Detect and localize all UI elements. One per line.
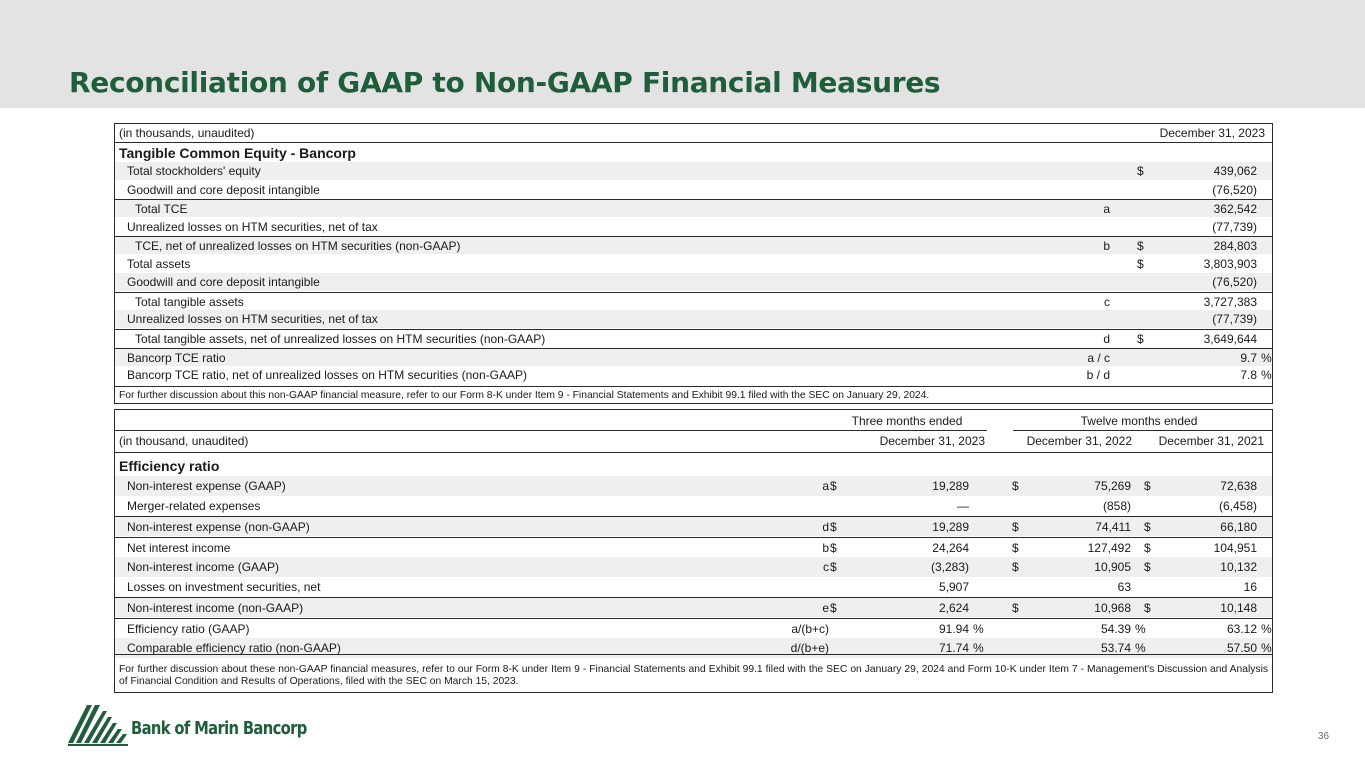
eff-row-value-2022: 54.39: [1100, 622, 1131, 636]
tce-row-value: (76,520): [1212, 183, 1257, 197]
eff-row-pct-2023: %: [973, 622, 984, 636]
eff-row-ref: d/(b+e): [790, 641, 829, 655]
tce-row-percent: %: [1261, 368, 1272, 382]
tce-row: [115, 273, 1272, 291]
tce-row-label: Bancorp TCE ratio, net of unrealized losses on HTM securities (non-GAAP): [127, 368, 527, 382]
eff-row-ref: e: [822, 601, 829, 615]
tce-row-value: (77,739): [1212, 312, 1257, 326]
eff-row-value-2023: 19,289: [932, 479, 969, 493]
eff-section-row: [115, 452, 1272, 476]
tce-row-label: Bancorp TCE ratio: [127, 351, 226, 365]
eff-row-ref: d: [822, 520, 829, 534]
efficiency-table: [114, 409, 1273, 693]
eff-row-value-2021: 72,638: [1220, 479, 1257, 493]
eff-row-label: Comparable efficiency ratio (non-GAAP): [127, 641, 341, 655]
eff-row-pct-2022: %: [1135, 622, 1146, 636]
tce-footnote: For further discussion about this non-GAAP financial measure, refer to our Form 8-K under Item 9 - Financial Statements and Exhibit 99.1 filed with the SEC on January 29, 2024.: [115, 386, 1272, 402]
eff-row-dollar-2023: $: [830, 601, 837, 615]
tce-row-label: TCE, net of unrealized losses on HTM securities (non-GAAP): [135, 239, 461, 253]
eff-row-pct-2022: %: [1135, 641, 1146, 655]
eff-row-value-2021: 57.50: [1226, 641, 1257, 655]
eff-row-value-2022: 127,492: [1087, 541, 1131, 555]
eff-row-dollar-2021: $: [1144, 520, 1151, 534]
tce-section-title: Tangible Common Equity - Bancorp: [119, 145, 356, 161]
tce-row-percent: %: [1261, 351, 1272, 365]
tce-row-value: (76,520): [1212, 275, 1257, 289]
tce-row: [115, 366, 1272, 384]
tce-row-ref: b: [1103, 239, 1110, 253]
tce-row-value: 3,803,903: [1203, 257, 1257, 271]
tce-row-value: 362,542: [1213, 202, 1257, 216]
tce-row: [115, 199, 1272, 217]
eff-row-label: Non-interest income (non-GAAP): [127, 601, 304, 615]
tce-row-label: Goodwill and core deposit intangible: [127, 183, 320, 197]
eff-row-value-2023: 71.74: [938, 641, 969, 655]
eff-row-dollar-2022: $: [1012, 541, 1019, 555]
tce-row-label: Unrealized losses on HTM securities, net of tax: [127, 312, 378, 326]
eff-row: [115, 496, 1272, 516]
eff-row-dollar-2023: $: [830, 560, 837, 574]
eff-row-value-2021: 10,132: [1220, 560, 1257, 574]
eff-row-label: Losses on investment securities, net: [127, 580, 321, 594]
eff-row: [115, 577, 1272, 597]
eff-row-value-2022: 10,968: [1094, 601, 1131, 615]
tce-row: [115, 329, 1272, 347]
tce-row-dollar: $: [1137, 257, 1144, 271]
tce-table: [114, 123, 1273, 404]
tce-unit-note: (in thousands, unaudited): [119, 126, 255, 140]
eff-row-value-2023: 24,264: [932, 541, 969, 555]
eff-group-three-months: Three months ended: [851, 414, 963, 428]
eff-row-ref: c: [823, 560, 829, 574]
tce-row-label: Goodwill and core deposit intangible: [127, 275, 320, 289]
tce-row: [115, 162, 1272, 180]
eff-row-label: Non-interest expense (GAAP): [127, 479, 286, 493]
tce-row-ref: b / d: [1086, 368, 1110, 382]
tce-row-value: 7.8: [1240, 368, 1257, 382]
tce-row: [115, 348, 1272, 366]
eff-row-value-2023: 5,907: [938, 580, 969, 594]
tce-row-value: 3,727,383: [1203, 295, 1257, 309]
eff-row-value-2021: 10,148: [1220, 601, 1257, 615]
tce-section-row: [115, 142, 1272, 162]
eff-row: [115, 537, 1272, 557]
eff-row-value-2021: (6,458): [1218, 499, 1257, 513]
tce-row: [115, 292, 1272, 310]
eff-row-dollar-2022: $: [1012, 601, 1019, 615]
eff-row-dollar-2023: $: [830, 479, 837, 493]
eff-col-header-2023: December 31, 2023: [879, 434, 985, 448]
eff-row-value-2023: 91.94: [938, 622, 969, 636]
eff-row-dollar-2021: $: [1144, 560, 1151, 574]
eff-row-value-2022: 74,411: [1095, 520, 1131, 534]
eff-row-value-2021: 16: [1243, 580, 1257, 594]
tce-row-label: Total tangible assets: [135, 295, 244, 309]
tce-row: [115, 255, 1272, 273]
eff-row-value-2022: 75,269: [1094, 479, 1131, 493]
eff-row-value-2022: (858): [1102, 499, 1131, 513]
tce-row: [115, 218, 1272, 236]
tce-row-label: Total assets: [127, 257, 191, 271]
tce-row-ref: d: [1103, 332, 1110, 346]
tce-row-ref: a / c: [1087, 351, 1110, 365]
tce-row-dollar: $: [1137, 239, 1144, 253]
eff-row-pct-2021: %: [1261, 641, 1272, 655]
tce-row-label: Total stockholders' equity: [127, 164, 261, 178]
tce-row-ref: a: [1103, 202, 1110, 216]
eff-row-value-2021: 104,951: [1213, 541, 1257, 555]
eff-row: [115, 597, 1272, 617]
tce-row-ref: c: [1104, 295, 1110, 309]
eff-row-value-2023: —: [957, 499, 969, 513]
tce-row-value: 9.7: [1240, 351, 1257, 365]
eff-row: [115, 618, 1272, 638]
eff-row-value-2023: 19,289: [932, 520, 969, 534]
eff-row: [115, 516, 1272, 536]
eff-row-dollar-2021: $: [1144, 541, 1151, 555]
bank-logo-text: Bank of Marin Bancorp: [131, 718, 307, 739]
eff-row: [115, 557, 1272, 577]
eff-row-value-2023: 2,624: [938, 601, 969, 615]
eff-row-dollar-2023: $: [830, 541, 837, 555]
eff-row-dollar-2022: $: [1012, 479, 1019, 493]
tce-row-label: Total TCE: [135, 202, 188, 216]
eff-row-dollar-2021: $: [1144, 479, 1151, 493]
tce-row: [115, 236, 1272, 254]
eff-row-label: Efficiency ratio (GAAP): [127, 622, 250, 636]
eff-header-rule-left: [115, 430, 987, 431]
eff-unit-note: (in thousand, unaudited): [119, 434, 249, 448]
page-number: 36: [1318, 731, 1330, 742]
eff-footnote: For further discussion about these non-GAAP financial measures, refer to our Form 8-K under Item 9 - Financial Statements and Exhibit 99.1 filed with the SEC on January 29, 2024 and Form 10-K under Item 7 - Management's Discussion and Analysis of Financial Condition and Results of Operations, filed with the SEC on March 15, 2023.: [115, 654, 1272, 688]
eff-row-value-2021: 63.12: [1226, 622, 1257, 636]
eff-row-value-2023: (3,283): [930, 560, 969, 574]
eff-header-rule-right: [1013, 430, 1272, 431]
tce-row-label: Unrealized losses on HTM securities, net of tax: [127, 220, 378, 234]
eff-row-value-2022: 63: [1117, 580, 1131, 594]
page-title: Reconciliation of GAAP to Non-GAAP Financial Measures: [69, 66, 941, 99]
eff-row-ref: b: [822, 541, 829, 555]
eff-row-dollar-2022: $: [1012, 520, 1019, 534]
tce-row-value: (77,739): [1212, 220, 1257, 234]
tce-row: [115, 181, 1272, 199]
tce-row-value: 284,803: [1213, 239, 1257, 253]
eff-row-value-2021: 66,180: [1220, 520, 1257, 534]
eff-row-value-2022: 53.74: [1100, 641, 1131, 655]
eff-row-label: Non-interest income (GAAP): [127, 560, 280, 574]
eff-row-ref: a/(b+c): [791, 622, 829, 636]
eff-row-label: Merger-related expenses: [127, 499, 261, 513]
tce-row-dollar: $: [1137, 332, 1144, 346]
eff-row-dollar-2021: $: [1144, 601, 1151, 615]
eff-section-title: Efficiency ratio: [119, 458, 220, 474]
tce-row-dollar: $: [1137, 164, 1144, 178]
eff-row: [115, 476, 1272, 496]
eff-row-label: Non-interest expense (non-GAAP): [127, 520, 310, 534]
eff-group-twelve-months: Twelve months ended: [1080, 414, 1198, 428]
eff-row-pct-2021: %: [1261, 622, 1272, 636]
tce-period-header: December 31, 2023: [1159, 126, 1265, 140]
tce-row: [115, 310, 1272, 328]
tce-row-value: 3,649,644: [1203, 332, 1257, 346]
tce-row-label: Total tangible assets, net of unrealized losses on HTM securities (non-GAAP): [135, 332, 546, 346]
eff-col-header-2021: December 31, 2021: [1158, 434, 1264, 448]
eff-row-pct-2023: %: [973, 641, 984, 655]
eff-row-ref: a: [822, 479, 829, 493]
tce-row-value: 439,062: [1213, 164, 1257, 178]
eff-col-header-2022: December 31, 2022: [1026, 434, 1132, 448]
eff-row-value-2022: 10,905: [1094, 560, 1131, 574]
eff-row-label: Net interest income: [127, 541, 231, 555]
eff-row-dollar-2022: $: [1012, 560, 1019, 574]
eff-row-dollar-2023: $: [830, 520, 837, 534]
